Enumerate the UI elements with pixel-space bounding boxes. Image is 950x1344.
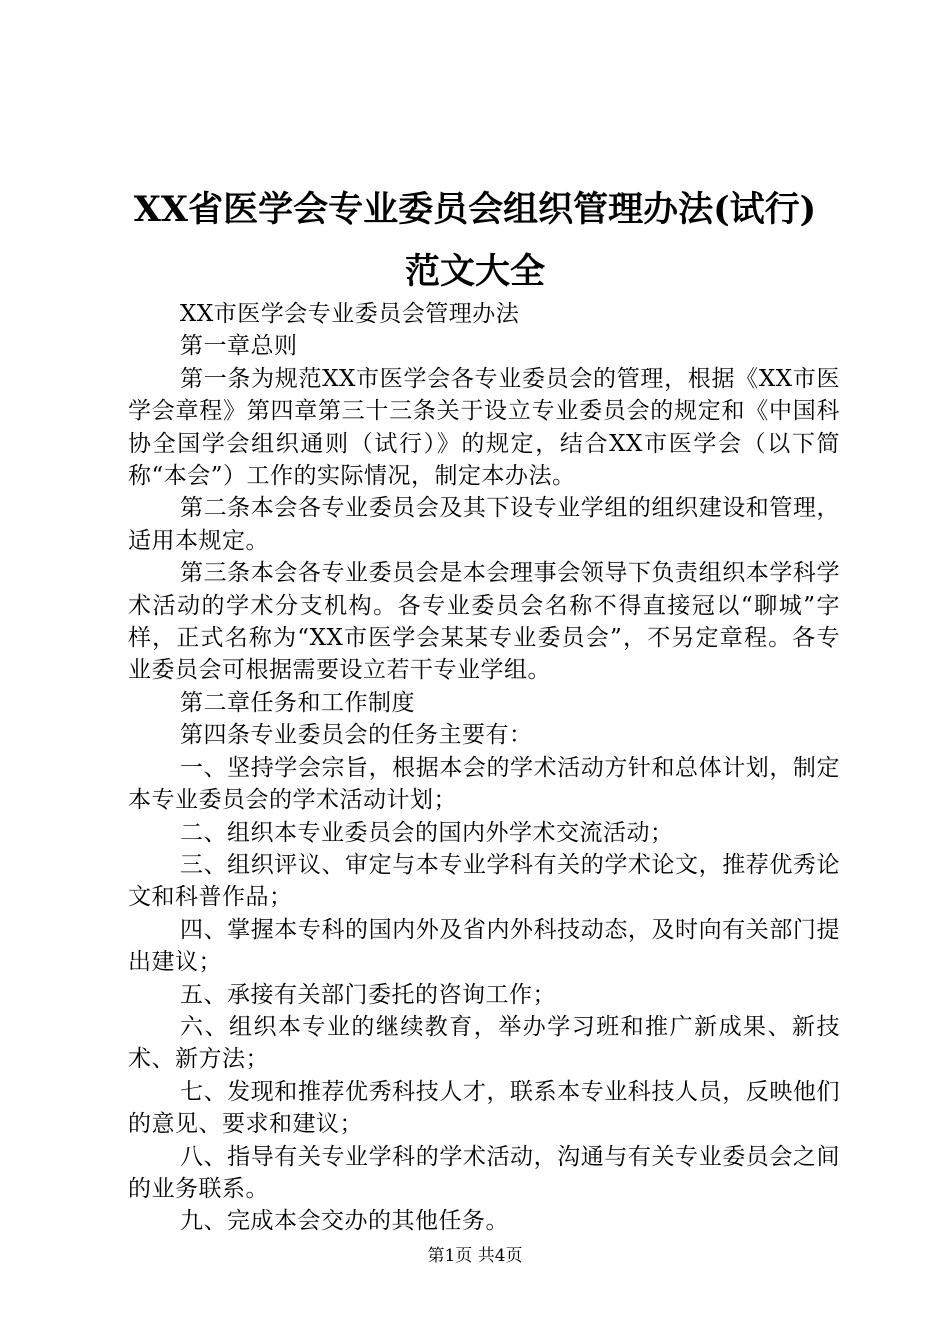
paragraph: 五、承接有关部门委托的咨询工作； — [180, 981, 556, 1008]
paragraph: 六、组织本专业的继续教育，举办学习班和推广新成果、新技术、新方法； — [128, 1013, 840, 1073]
paragraph: 一、坚持学会宗旨，根据本会的学术活动方针和总体计划，制定本专业委员会的学术活动计划； — [128, 754, 840, 814]
paragraph: 四、掌握本专科的国内外及省内外科技动态，及时向有关部门提出建议； — [128, 916, 840, 976]
page-footer: 第1页 共4页 — [427, 1246, 523, 1266]
document-body — [128, 298, 840, 1238]
paragraph: 七、发现和推荐优秀科技人才，联系本专业科技人员，反映他们的意见、要求和建议； — [128, 1078, 840, 1138]
document-title-line2: 范文大全 — [404, 251, 545, 292]
paragraph: 第一条为规范XX市医学会各专业委员会的管理，根据《XX市医学会章程》第四章第三十三条关于设立专业委员会的规定和《中国科协全国学会组织通则（试行）》的规定，结合XX市医学会（以下简称“本会”）工作的实际情况，制定本办法。 — [128, 365, 840, 490]
paragraph: XX市医学会专业委员会管理办法 — [180, 301, 520, 327]
paragraph: 二、组织本专业委员会的国内外学术交流活动； — [180, 819, 674, 846]
paragraph: 第二章任务和工作制度 — [180, 689, 415, 716]
paragraph: 九、完成本会交办的其他任务。 — [180, 1208, 509, 1235]
paragraph: 第二条本会各专业委员会及其下设专业学组的组织建设和管理，适用本规定。 — [128, 495, 840, 554]
paragraph: 第四条专业委员会的任务主要有： — [180, 722, 533, 749]
paragraph: 第一章总则 — [180, 333, 298, 360]
paragraph: 三、组织评议、审定与本专业学科有关的学术论文，推荐优秀论文和科普作品； — [128, 851, 840, 911]
document-title-line1: XX省医学会专业委员会组织管理办法(试行) — [133, 189, 817, 230]
paragraph: 第三条本会各专业委员会是本会理事会领导下负责组织本学科学术活动的学术分支机构。各专业委员会名称不得直接冠以“聊城”字样，正式名称为“XX市医学会某某专业委员会”，不另定章程。各专业委员会可根据需要设立若干专业学组。 — [128, 560, 840, 684]
paragraph: 八、指导有关专业学科的学术活动，沟通与有关专业委员会之间的业务联系。 — [128, 1143, 840, 1202]
